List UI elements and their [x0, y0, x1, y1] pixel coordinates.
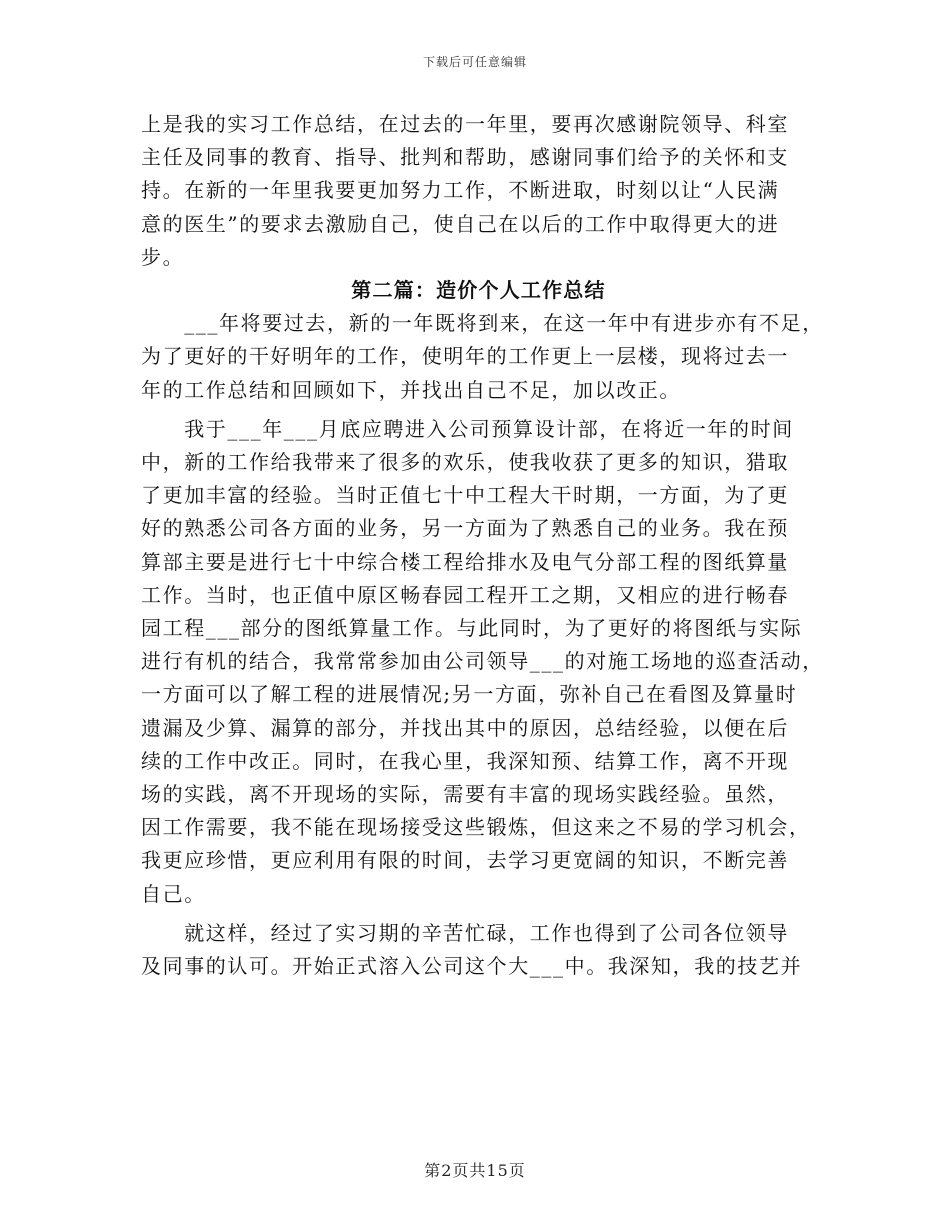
text-line: 好的熟悉公司各方面的业务，另一方面为了熟悉自己的业务。我在预: [141, 516, 789, 541]
text-line: 算部主要是进行七十中综合楼工程给排水及电气分部工程的图纸算量: [141, 549, 789, 574]
text-line: 工作。当时，也正值中原区畅春园工程开工之期，又相应的进行畅春: [141, 582, 789, 607]
paragraph-conclusion: [141, 108, 816, 274]
text-line: 我更应珍惜，更应利用有限的时间，去学习更宽阔的知识，不断完善: [141, 848, 789, 873]
text-line: 场的实践，离不开现场的实际，需要有丰富的现场实践经验。虽然，: [141, 782, 789, 807]
text-line: 进行有机的结合，我常常参加由公司领导___的对施工场地的巡查活动，: [141, 649, 824, 674]
paragraph-intro: [141, 307, 824, 407]
text-line: ___年将要过去，新的一年既将到来，在这一年中有进步亦有不足，: [141, 311, 824, 336]
text-line: 中，新的工作给我带来了很多的欢乐，使我收获了更多的知识，猎取: [141, 450, 789, 475]
text-line: 遗漏及少算、漏算的部分，并找出其中的原因，总结经验，以便在后: [141, 715, 789, 740]
text-line: 就这样，经过了实习期的辛苦忙碌，工作也得到了公司各位领导: [141, 920, 789, 945]
paragraph-closing: [141, 917, 816, 983]
text-line: 上是我的实习工作总结，在过去的一年里，要再次感谢院领导、科室: [141, 112, 789, 136]
text-line: 了更加丰富的经验。当时正值七十中工程大干时期，一方面，为了更: [141, 483, 789, 508]
text-line: 及同事的认可。开始正式溶入公司这个大___中。我深知，我的技艺并: [141, 954, 803, 979]
text-line: 为了更好的干好明年的工作，使明年的工作更上一层楼，现将过去一: [141, 344, 789, 369]
text-line: 持。在新的一年里我要更加努力工作，不断进取，时刻以让“人民满: [141, 178, 780, 203]
page-header: 下载后可任意编辑: [422, 55, 527, 69]
text-line: 年的工作总结和回顾如下，并找出自己不足，加以改正。: [141, 377, 681, 402]
page-number: 第2页共15页: [424, 1161, 526, 1180]
text-line: 一方面可以了解工程的进展情况;另一方面，弥补自己在看图及算量时: [141, 682, 798, 707]
text-line: 续的工作中改正。同时，在我心里，我深知预、结算工作，离不开现: [141, 748, 789, 773]
text-line: 我于___年___月底应聘进入公司预算设计部，在将近一年的时间: [141, 416, 794, 441]
text-line: 意的医生”的要求去激励自己，使自己在以后的工作中取得更大的进: [141, 211, 780, 236]
section-title: 第二篇：造价个人工作总结: [351, 278, 606, 303]
paragraph-main: [141, 413, 824, 911]
text-line: 因工作需要，我不能在现场接受这些锻炼，但这来之不易的学习机会，: [141, 815, 811, 840]
text-line: 主任及同事的教育、指导、批判和帮助，感谢同事们给予的关怀和支: [141, 145, 789, 170]
text-line: 自己。: [141, 881, 206, 906]
text-line: 步。: [141, 244, 185, 269]
document-body: [141, 108, 824, 983]
text-line: 园工程___部分的图纸算量工作。与此同时，为了更好的将图纸与实际: [141, 616, 803, 641]
